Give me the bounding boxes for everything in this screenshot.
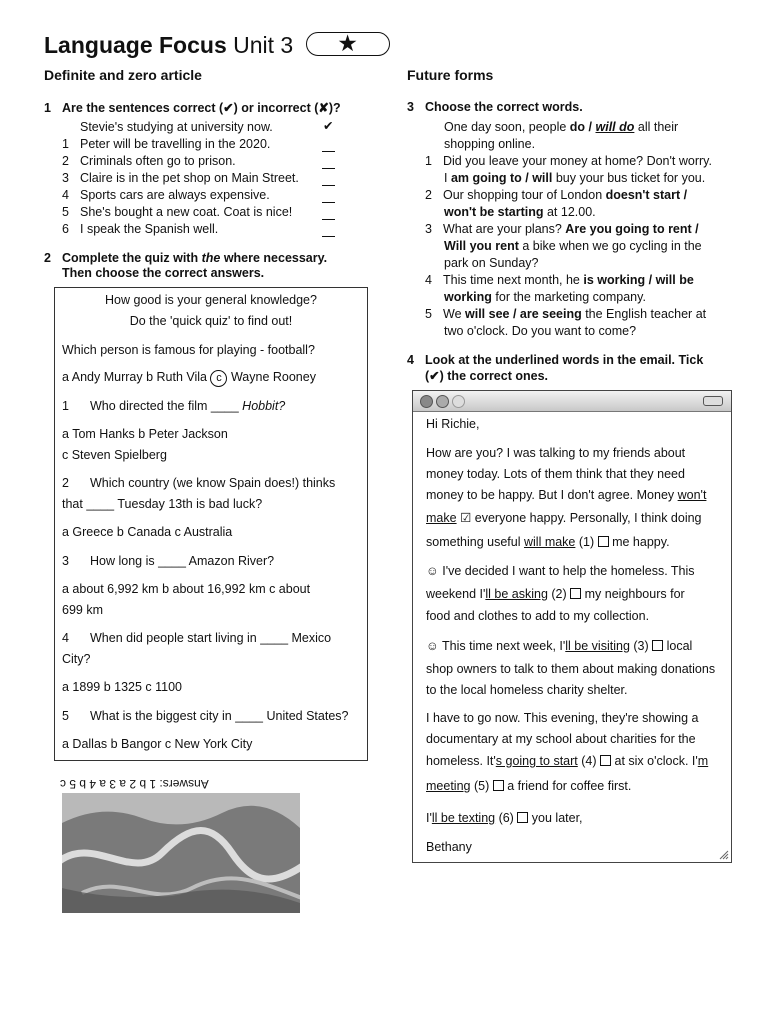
- q1-item: [62, 188, 270, 202]
- answer-blank[interactable]: [322, 141, 335, 152]
- answer-blank[interactable]: [322, 192, 335, 203]
- underlined-phrase: ll be asking: [485, 587, 548, 601]
- quiz-q2-answers: a Greece b Canada c Australia: [62, 525, 233, 539]
- item-text: I speak the Spanish well.: [80, 222, 219, 236]
- q2-instruction-part: Complete the quiz with: [62, 251, 202, 265]
- quiz-q4: [62, 631, 331, 645]
- underlined-phrase: won't: [677, 488, 707, 502]
- window-close-icon[interactable]: [420, 395, 433, 408]
- q1-number: 1: [44, 101, 51, 115]
- q3-example-text: all their: [634, 120, 679, 134]
- quiz-q3-number: 3: [62, 554, 69, 568]
- q2-number: 2: [44, 251, 51, 265]
- star-level-badge: [306, 32, 390, 56]
- item-number: 3: [425, 222, 432, 236]
- tick-box-6[interactable]: [517, 812, 528, 823]
- item-options: am going to / will: [450, 171, 553, 185]
- email-text: (3): [629, 639, 653, 653]
- q3-example-text: One day soon, people: [444, 120, 570, 134]
- quiz-box: [54, 287, 368, 761]
- answer-blank[interactable]: [322, 175, 335, 186]
- q4-instruction: [407, 353, 703, 367]
- quiz-heading-1: How good is your general knowledge?: [105, 293, 317, 307]
- underlined-phrase: will make: [523, 535, 576, 549]
- window-toolbar-button[interactable]: [703, 396, 723, 406]
- email-text: homeless. It': [426, 754, 496, 768]
- q3-item-1-line2: [444, 171, 705, 185]
- item-number: 5: [62, 205, 69, 219]
- quiz-q2-number: 2: [62, 476, 69, 490]
- q3-instruction-text: Choose the correct words.: [425, 100, 583, 114]
- resize-grip-icon[interactable]: [719, 850, 729, 860]
- tick-box-3[interactable]: [652, 640, 663, 651]
- amazon-river-photo: [62, 793, 300, 913]
- title-bold: Language Focus: [44, 32, 227, 58]
- window-minimize-icon[interactable]: [436, 395, 449, 408]
- tick-box-1[interactable]: [598, 536, 609, 547]
- q2-instruction-line2: Then choose the correct answers.: [62, 266, 265, 280]
- item-text: She's bought a new coat. Coat is nice!: [80, 205, 293, 219]
- q1-item: [62, 154, 236, 168]
- email-line: [426, 535, 670, 549]
- answer-blank[interactable]: [322, 209, 335, 220]
- q3-example-answer: will do: [595, 120, 635, 134]
- upside-down-answers: Answers: 1 b 2 a 3 a 4 b 5 c: [60, 777, 209, 791]
- quiz-q5: [62, 709, 348, 723]
- underlined-phrase: ll be texting: [431, 811, 496, 825]
- item-text: Did you leave your money at home? Don't worry.: [443, 154, 712, 168]
- answer-blank[interactable]: [322, 158, 335, 169]
- item-number: 2: [425, 188, 432, 202]
- quiz-q5-number: 5: [62, 709, 69, 723]
- quiz-q4-text: When did people start living in ____ Mexico: [90, 631, 332, 645]
- q1-item: [62, 137, 270, 151]
- email-line: [426, 510, 702, 525]
- q2-instruction-part: where necessary.: [220, 251, 328, 265]
- item-number: 6: [62, 222, 69, 236]
- q3-number: 3: [407, 100, 414, 114]
- email-text: (2): [547, 587, 571, 601]
- quiz-q1-number: 1: [62, 399, 69, 413]
- q3-item-3-line3: park on Sunday?: [444, 256, 539, 270]
- item-number: 5: [425, 307, 432, 321]
- item-number: 1: [425, 154, 432, 168]
- underlined-phrase: m: [697, 754, 709, 768]
- page-title: [44, 32, 390, 59]
- quiz-example-answers: [62, 370, 316, 387]
- email-text: at six o'clock. I': [611, 754, 698, 768]
- item-options: doesn't start /: [605, 188, 688, 202]
- email-text: (4): [577, 754, 601, 768]
- email-line: documentary at my school about charities for the: [426, 732, 696, 746]
- tick-box-5[interactable]: [493, 780, 504, 791]
- item-text: What are your plans?: [443, 222, 566, 236]
- email-greeting: Hi Richie,: [426, 417, 480, 431]
- quiz-q5-answers: a Dallas b Bangor c New York City: [62, 737, 253, 751]
- q1-item: [62, 171, 299, 185]
- item-options: will see / are seeing: [465, 307, 582, 321]
- q3-item-3-line2: [444, 239, 702, 253]
- window-maximize-icon[interactable]: [452, 395, 465, 408]
- star-icon: ★: [338, 32, 357, 55]
- item-options: Will you rent: [444, 239, 519, 253]
- q3-item-2-line2: [444, 205, 596, 219]
- email-line: How are you? I was talking to my friends about: [426, 446, 686, 460]
- email-line: ☺ I've decided I want to help the homeless. This: [426, 564, 695, 578]
- email-text: everyone happy. Personally, I think doing: [471, 511, 702, 525]
- quiz-q2-line2: that ____ Tuesday 13th is bad luck?: [62, 497, 263, 511]
- q4-instruction-line2: (✔) the correct ones.: [425, 369, 548, 383]
- q1-instruction: [44, 100, 341, 115]
- email-line: [426, 587, 685, 601]
- tick-box-2[interactable]: [570, 588, 581, 599]
- q3-item-2: [425, 188, 687, 202]
- q3-example-option: do /: [569, 120, 596, 134]
- q2-instruction-italic: the: [201, 251, 221, 265]
- email-text: weekend I': [426, 587, 486, 601]
- item-options: is working / will be: [583, 273, 694, 287]
- q3-item-3: [425, 222, 699, 236]
- quiz-q4-line2: City?: [62, 652, 91, 666]
- email-text: my neighbours for: [581, 587, 685, 601]
- quiz-q3-answers-2: 699 km: [62, 603, 103, 617]
- item-number: 2: [62, 154, 69, 168]
- quiz-q1-italic: Hobbit?: [242, 399, 286, 413]
- item-number: 4: [425, 273, 432, 287]
- quiz-q1-text: Who directed the film ____: [90, 399, 243, 413]
- email-text: local: [663, 639, 693, 653]
- answer-blank[interactable]: [322, 226, 335, 237]
- quiz-heading-2: Do the 'quick quiz' to find out!: [129, 314, 293, 328]
- item-text: Criminals often go to prison.: [80, 154, 236, 168]
- quiz-q3: [62, 554, 274, 568]
- email-text: I': [426, 811, 432, 825]
- item-text: a bike when we go cycling in the: [518, 239, 702, 253]
- item-text: Peter will be travelling in the 2020.: [80, 137, 271, 151]
- section-title-future: Future forms: [407, 67, 494, 83]
- item-text: Our shopping tour of London: [443, 188, 606, 202]
- quiz-q3-answers-1: a about 6,992 km b about 16,992 km c about: [62, 582, 311, 596]
- q1-instruction-text: Are the sentences correct (✔) or incorrect (✘)?: [62, 101, 341, 115]
- q1-item: [62, 205, 292, 219]
- email-line: shop owners to talk to them about making donations: [426, 662, 716, 676]
- item-text: Sports cars are always expensive.: [80, 188, 270, 202]
- quiz-q2: [62, 476, 335, 490]
- quiz-example-options: a Andy Murray b Ruth Vila: [62, 370, 207, 384]
- email-window-titlebar: [413, 391, 731, 412]
- q3-item-5-line2: two o'clock. Do you want to come?: [444, 324, 637, 338]
- item-options: Are you going to rent /: [565, 222, 699, 236]
- email-text: a friend for coffee first.: [503, 779, 632, 793]
- q3-item-1: [425, 154, 712, 168]
- underlined-phrase: meeting: [426, 779, 471, 793]
- q3-item-4-line2: [444, 290, 646, 304]
- underlined-phrase: make: [426, 511, 457, 525]
- quiz-q2-text: Which country (we know Spain does!) thinks: [90, 476, 336, 490]
- title-unit: Unit 3: [233, 32, 294, 58]
- quiz-q5-text: What is the biggest city in ____ United States?: [90, 709, 349, 723]
- circled-answer-c: c: [210, 370, 227, 387]
- email-text: you later,: [528, 811, 583, 825]
- river-illustration: [62, 793, 300, 913]
- q4-number: 4: [407, 353, 414, 367]
- tick-box-4[interactable]: [600, 755, 611, 766]
- q3-item-5: [425, 307, 706, 321]
- quiz-q1-answers-2: c Steven Spielberg: [62, 448, 167, 462]
- q3-instruction: [407, 100, 583, 114]
- item-text: We: [443, 307, 465, 321]
- item-text: Claire is in the pet shop on Main Street.: [80, 171, 299, 185]
- underlined-phrase: s going to start: [495, 754, 578, 768]
- quiz-q4-answers: a 1899 b 1325 c 1100: [62, 680, 183, 694]
- email-text: (5): [470, 779, 493, 793]
- item-number: 1: [62, 137, 69, 151]
- quiz-example-option-c: Wayne Rooney: [230, 370, 316, 384]
- item-text: I: [444, 171, 451, 185]
- email-text: something useful: [426, 535, 524, 549]
- q1-example: Stevie's studying at university now.: [80, 120, 273, 134]
- email-text: me happy.: [608, 535, 670, 549]
- email-signoff: Bethany: [426, 840, 472, 854]
- quiz-q4-number: 4: [62, 631, 69, 645]
- q3-example-line2: shopping online.: [444, 137, 536, 151]
- item-options: working: [444, 290, 492, 304]
- item-text: at 12.00.: [543, 205, 596, 219]
- q1-item: [62, 222, 218, 236]
- email-text: (1): [575, 535, 598, 549]
- email-line: [426, 811, 583, 825]
- item-options: won't be starting: [444, 205, 544, 219]
- item-text: This time next month, he: [443, 273, 584, 287]
- section-title-articles: Definite and zero article: [44, 67, 202, 83]
- email-text: money to be happy. But I don't agree. Money: [426, 488, 678, 502]
- q4-instruction-text: Look at the underlined words in the email. Tick: [425, 353, 704, 367]
- item-text: for the marketing company.: [491, 290, 646, 304]
- email-text: (6): [495, 811, 518, 825]
- email-window: [412, 390, 732, 863]
- quiz-q1: [62, 399, 285, 413]
- q3-item-4: [425, 273, 694, 287]
- quiz-q3-text: How long is ____ Amazon River?: [90, 554, 275, 568]
- email-line: food and clothes to add to my collection.: [426, 609, 650, 623]
- item-text: buy your bus ticket for you.: [552, 171, 706, 185]
- email-line: to the local homeless charity shelter.: [426, 683, 628, 697]
- email-text: ☺ This time next week, I': [426, 639, 566, 653]
- q2-instruction: [44, 251, 327, 265]
- item-number: 3: [62, 171, 69, 185]
- underlined-phrase: ll be visiting: [565, 639, 630, 653]
- q1-example-mark: ✔: [323, 119, 334, 133]
- quiz-q1-answers-1: a Tom Hanks b Peter Jackson: [62, 427, 228, 441]
- email-line: [426, 779, 631, 793]
- checked-box-icon[interactable]: ☑: [460, 511, 472, 525]
- email-line: I have to go now. This evening, they're showing a: [426, 711, 699, 725]
- item-text: the English teacher at: [581, 307, 707, 321]
- quiz-example-question: Which person is famous for playing - football?: [62, 343, 315, 357]
- email-line: [426, 754, 708, 768]
- q3-example-line1: [444, 120, 678, 134]
- email-line: money today. Lots of them think that they need: [426, 467, 685, 481]
- email-line: [426, 639, 692, 653]
- email-line: [426, 488, 706, 502]
- item-number: 4: [62, 188, 69, 202]
